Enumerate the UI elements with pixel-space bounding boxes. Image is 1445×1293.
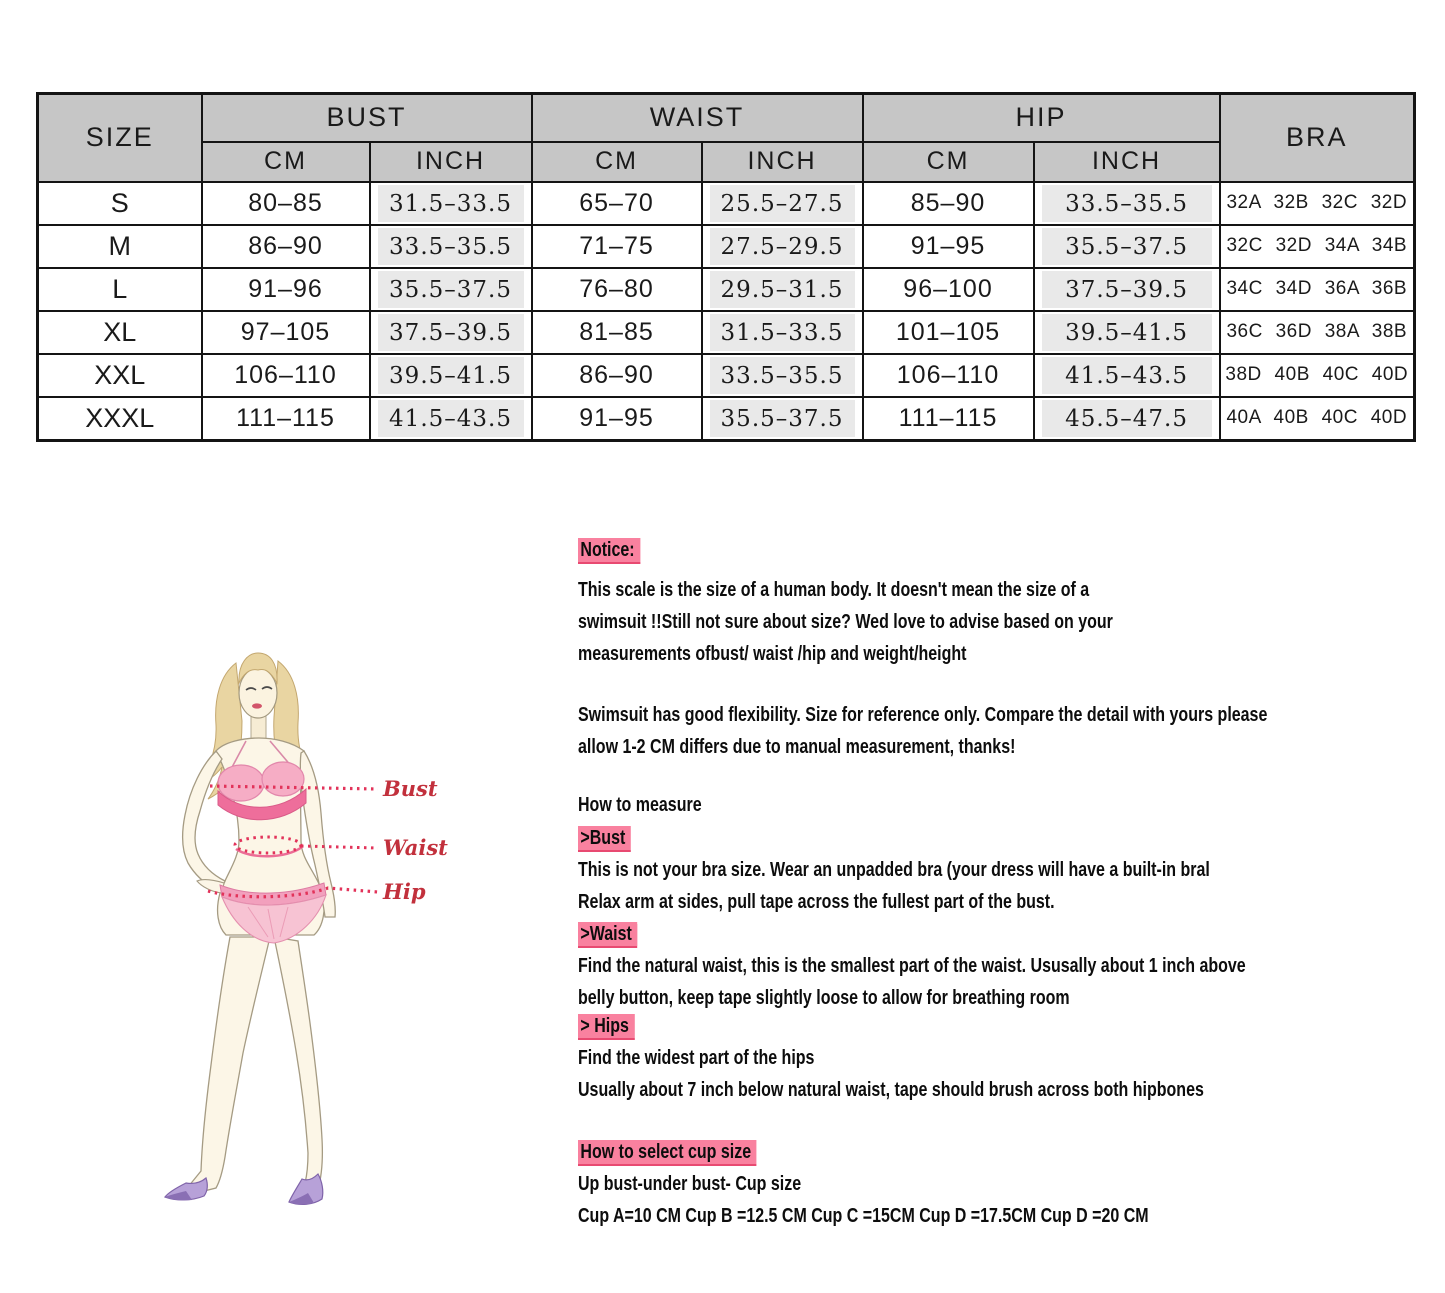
cell-hip-cm: 101–105 <box>863 311 1034 354</box>
cup-heading: How to select cup size <box>578 1140 757 1164</box>
cell-waist-inch <box>702 354 863 397</box>
cell-value: 35.5–37.5 <box>710 400 855 437</box>
cell-size: XXXL <box>38 397 202 441</box>
cell-size: S <box>38 182 202 225</box>
cell-bra: 38D 40B 40C 40D <box>1220 354 1415 397</box>
cell-hip-cm: 96–100 <box>863 268 1034 311</box>
cell-value: 39.5–41.5 <box>378 357 524 394</box>
table-row <box>38 354 1415 397</box>
subheader-waist-cm: CM <box>532 142 702 182</box>
cell-bust-cm: 97–105 <box>202 311 370 354</box>
cell-bust-cm: 111–115 <box>202 397 370 441</box>
table-row <box>38 225 1415 268</box>
cell-size: M <box>38 225 202 268</box>
cell-waist-cm: 91–95 <box>532 397 702 441</box>
hips-heading-line <box>578 1010 1402 1042</box>
cell-bust-inch <box>370 182 532 225</box>
waist-line: belly button, keep tape slightly loose to allow for breathing room <box>578 987 1070 1009</box>
cell-hip-inch <box>1034 311 1220 354</box>
cell-value: 41.5–43.5 <box>378 400 524 437</box>
cell-waist-cm: 76–80 <box>532 268 702 311</box>
hip-label: Hip <box>383 879 426 904</box>
bikini-cup-right <box>262 762 304 796</box>
cell-bust-inch <box>370 225 532 268</box>
cell-value: 29.5–31.5 <box>710 271 855 308</box>
cell-bra: 32C 32D 34A 34B <box>1220 225 1415 268</box>
bust-heading: >Bust <box>578 826 631 850</box>
cell-value: 27.5–29.5 <box>710 228 855 265</box>
cell-hip-cm: 85–90 <box>863 182 1034 225</box>
cell-value: 45.5–47.5 <box>1042 400 1212 437</box>
bust-label: Bust <box>383 776 438 801</box>
cell-value: 37.5–39.5 <box>378 314 524 351</box>
bust-line: This is not your bra size. Wear an unpadded bra (your dress will have a built-in bral <box>578 859 1210 881</box>
subheader-waist-inch: INCH <box>702 142 863 182</box>
cell-waist-inch <box>702 268 863 311</box>
cell-waist-cm: 65–70 <box>532 182 702 225</box>
cup-heading-line <box>578 1136 1402 1168</box>
header-waist: WAIST <box>532 94 863 142</box>
cell-bra: 40A 40B 40C 40D <box>1220 397 1415 441</box>
header-size: SIZE <box>38 94 202 182</box>
cell-waist-inch <box>702 397 863 441</box>
cell-hip-inch <box>1034 182 1220 225</box>
notice-line: swimsuit !!Still not sure about size? Wed love to advise based on your <box>578 611 1113 633</box>
cell-value: 25.5–27.5 <box>710 185 855 222</box>
right-leg <box>274 937 322 1189</box>
cell-hip-inch <box>1034 397 1220 441</box>
notice-line: measurements ofbust/ waist /hip and weight/height <box>578 643 967 665</box>
hips-heading: > Hips <box>578 1014 634 1038</box>
cell-value: 33.5–35.5 <box>1042 185 1212 222</box>
flexibility-line: allow 1-2 CM differs due to manual measurement, thanks! <box>578 736 1016 758</box>
cell-hip-cm: 111–115 <box>863 397 1034 441</box>
measurement-figure <box>150 645 480 1225</box>
cell-value: 41.5–43.5 <box>1042 357 1212 394</box>
cell-waist-cm: 71–75 <box>532 225 702 268</box>
cell-value: 31.5–33.5 <box>710 314 855 351</box>
cell-hip-cm: 91–95 <box>863 225 1034 268</box>
body-sketch <box>150 645 480 1225</box>
table-row <box>38 311 1415 354</box>
cell-bust-inch <box>370 268 532 311</box>
left-leg <box>186 937 270 1194</box>
cell-bust-inch <box>370 397 532 441</box>
subheader-hip-cm: CM <box>863 142 1034 182</box>
cell-bra: 32A 32B 32C 32D <box>1220 182 1415 225</box>
cell-bust-cm: 86–90 <box>202 225 370 268</box>
cell-bust-cm: 106–110 <box>202 354 370 397</box>
lips <box>252 703 262 708</box>
notice-line: This scale is the size of a human body. It doesn't mean the size of a <box>578 579 1090 601</box>
cell-bust-cm: 91–96 <box>202 268 370 311</box>
cell-bra: 36C 36D 38A 38B <box>1220 311 1415 354</box>
subheader-bust-inch: INCH <box>370 142 532 182</box>
cell-waist-inch <box>702 311 863 354</box>
waist-label: Waist <box>383 835 448 860</box>
cell-waist-cm: 86–90 <box>532 354 702 397</box>
cell-bust-inch <box>370 354 532 397</box>
hips-line: Find the widest part of the hips <box>578 1047 815 1069</box>
hips-line: Usually about 7 inch below natural waist, tape should brush across both hipbones <box>578 1079 1204 1101</box>
cell-value: 37.5–39.5 <box>1042 271 1212 308</box>
cell-value: 31.5–33.5 <box>378 185 524 222</box>
waist-heading: >Waist <box>578 922 637 946</box>
notice-heading: Notice: <box>578 538 640 562</box>
cell-size: XXL <box>38 354 202 397</box>
bust-line: Relax arm at sides, pull tape across the fullest part of the bust. <box>578 891 1055 913</box>
cell-value: 33.5–35.5 <box>710 357 855 394</box>
cell-hip-inch <box>1034 354 1220 397</box>
table-row <box>38 182 1415 225</box>
subheader-bust-cm: CM <box>202 142 370 182</box>
cell-size: XL <box>38 311 202 354</box>
bikini-cup-left <box>218 765 264 801</box>
header-bust: BUST <box>202 94 532 142</box>
waist-heading-line <box>578 918 1402 950</box>
cell-size: L <box>38 268 202 311</box>
cup-line: Up bust-under bust- Cup size <box>578 1173 802 1195</box>
cell-hip-cm: 106–110 <box>863 354 1034 397</box>
table-row <box>38 268 1415 311</box>
cell-hip-inch <box>1034 225 1220 268</box>
notice-heading-line <box>578 534 1402 566</box>
subheader-hip-inch: INCH <box>1034 142 1220 182</box>
cell-value: 35.5–37.5 <box>378 271 524 308</box>
bust-heading-line <box>578 822 1402 854</box>
size-chart-table <box>36 92 1416 442</box>
header-hip: HIP <box>863 94 1220 142</box>
waist-line: Find the natural waist, this is the smallest part of the waist. Ususally about 1 inch above <box>578 955 1246 977</box>
left-arm <box>183 751 225 892</box>
cell-waist-inch <box>702 225 863 268</box>
cell-hip-inch <box>1034 268 1220 311</box>
header-bra: BRA <box>1220 94 1415 182</box>
cup-line: Cup A=10 CM Cup B =12.5 CM Cup C =15CM Cup D =17.5CM Cup D =20 CM <box>578 1205 1149 1227</box>
cell-value: 35.5–37.5 <box>1042 228 1212 265</box>
cell-bra: 34C 34D 36A 36B <box>1220 268 1415 311</box>
how-to-measure-heading: How to measure <box>578 794 702 816</box>
cell-value: 33.5–35.5 <box>378 228 524 265</box>
cell-waist-inch <box>702 182 863 225</box>
cell-value: 39.5–41.5 <box>1042 314 1212 351</box>
cell-bust-inch <box>370 311 532 354</box>
cell-waist-cm: 81–85 <box>532 311 702 354</box>
notes-column <box>578 534 1402 1232</box>
table-row <box>38 397 1415 441</box>
flexibility-line: Swimsuit has good flexibility. Size for reference only. Compare the detail with yours please <box>578 704 1268 726</box>
cell-bust-cm: 80–85 <box>202 182 370 225</box>
